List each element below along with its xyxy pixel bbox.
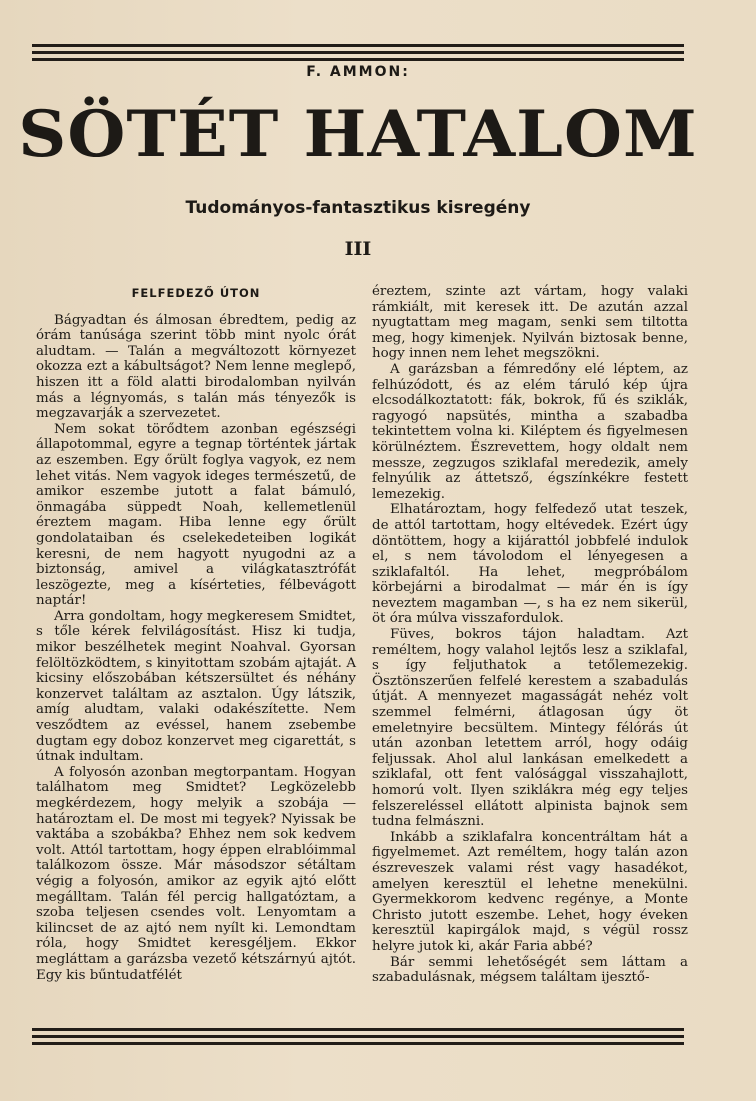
bottom-rule xyxy=(32,1042,684,1045)
paragraph: Inkább a sziklafalra koncentráltam hát a figyelmemet. Azt reméltem, hogy talán azon észreveszek valami rést vagy hasadékot, amelyen keresztül el lehetne menekülni. Gyermekkorom kedvenc regénye, a Monte Christo jutott eszembe. Lehet, hogy éveken keresztül kapirgálok majd, s végül rossz helyre jutok ki, akár Faria abbé? xyxy=(372,829,688,954)
paragraph: Arra gondoltam, hogy megkeresem Smidtet, s tőle kérek felvilágosítást. Hisz ki tudja, mikor beszélhetek megint Noahval. Gyorsan felöltözködtem, s kinyitottam szobám ajtaját. A kicsiny előszobában kétszersültet és néhány konzervet találtam az asztalon. Úgy látszik, amíg aludtam, valaki odakészítette. Nem vesződtem az evéssel, hanem zsebembe dugtam egy doboz konzervet meg cigarettát, s útnak indultam. xyxy=(36,608,356,765)
top-rule xyxy=(32,51,684,54)
bottom-rule xyxy=(32,1028,684,1031)
part-number: III xyxy=(344,238,372,260)
paragraph: Elhatároztam, hogy felfedező utat teszek, de attól tartottam, hogy eltévedek. Ezért úgy döntöttem, hogy a kijárattól jobbfelé indulok el, s nem távolodom el lényegesen a sziklafaltól. Ha lehet, megpróbálom körbejárni a birodalmat — már én is így neveztem magamban —, s ha ez nem sikerül, öt óra múlva visszafordulok. xyxy=(372,502,688,627)
paragraph: A folyosón azonban megtorpantam. Hogyan találhatom meg Smidtet? Legközelebb megkérdezem, hogy melyik a szobája — határoztam el. De most mi tegyek? Nyissak be vaktába a szobákba? Ehhez nem sok kedvem volt. Attól tartottam, hogy éppen elrablóimmal találkozom össze. Már másodszor sétáltam végig a folyosón, amikor az egyik ajtó előtt megálltam. Talán fél percig hallgatóztam, a szoba teljesen csendes volt. Lenyomtam a kilincset de az ajtó nem nyílt ki. Lemondtam róla, hogy Smidtet keresgéljem. Ekkor megláttam a garázsba vezető kétszárnyú ajtót. Egy kis bűntudatfélét xyxy=(36,764,356,983)
author-name: F. AMMON: xyxy=(306,64,410,80)
top-rule xyxy=(32,58,684,61)
paragraph: Bár semmi lehetőségét sem láttam a szabadulásnak, mégsem találtam ijesztő- xyxy=(372,954,688,986)
article-title: SÖTÉT HATALOM xyxy=(18,97,698,172)
paragraph: A garázsban a fémredőny elé léptem, az felhúzódott, és az elém táruló kép újra elcsodálkoztatott: fák, bokrok, fű és sziklák, ragyogó napsütés, mintha a szabadba tekintettem volna ki. Kiléptem és figyelmesen körülnéztem. Észrevettem, hogy oldalt nem messze, zegzugos sziklafal meredezik, amely felnyúlik az áttetsző, égszínkékre festett lemezekig. xyxy=(372,361,688,502)
text-column-right xyxy=(372,284,688,986)
top-rule xyxy=(32,44,684,47)
paragraph: Bágyadtan és álmosan ébredtem, pedig az órám tanúsága szerint több mint nyolc órát aludtam. — Talán a megváltozott környezet okozza ezt a kábultságot? Nem lenne meglepő, hiszen itt a föld alatti birodalomban nyilván más a légnyomás, s talán más tényezők is megzavarják a szervezetet. xyxy=(36,312,356,422)
text-column-left xyxy=(36,284,356,983)
article-subtitle: Tudományos-fantasztikus kisregény xyxy=(185,198,531,218)
section-heading: FELFEDEZŐ ÚTON xyxy=(131,286,261,300)
paragraph: Nem sokat törődtem azonban egészségi állapotommal, egyre a tegnap történtek jártak az eszemben. Egy őrült foglya vagyok, ez nem lehet vitás. Nem vagyok ideges természetű, de amikor eszembe jutott a falat bámuló, önmagába süppedt Noah, kellemetlenül éreztem magam. Hiba lenne egy őrült gondolataiban és cselekedeteiben logikát keresni, de nem hagyott nyugodni az a biztonság, amivel a világkatasztrófát leszögezte, meg a kísérteties, félbevágott naptár! xyxy=(36,421,356,609)
paragraph: éreztem, szinte azt vártam, hogy valaki rámkiált, mit keresek itt. De azután azzal nyugtattam meg magam, senki sem tiltotta meg, hogy kimenjek. Nyilván biztosak benne, hogy innen nem lehet megszökni. xyxy=(372,284,688,362)
bottom-rule xyxy=(32,1035,684,1038)
paragraph: Füves, bokros tájon haladtam. Azt reméltem, hogy valahol lejtős lesz a sziklafal, s így feljuthatok a tetőlemezekig. Ösztönszerűen felfelé kerestem a szabadulás útját. A mennyezet magasságát nehéz volt szemmel felmérni, átlagosan úgy öt emeletnyire becsültem. Mintegy félórás út után azonban letettem arról, hogy odáig feljussak. Ahol alul lankásan emelkedett a sziklafal, ott fent valósággal visszahajlott, homorú volt. Ilyen sziklákra még egy teljes felszereléssel ellátott alpinista bajnok sem tudna felmászni. xyxy=(372,627,688,830)
